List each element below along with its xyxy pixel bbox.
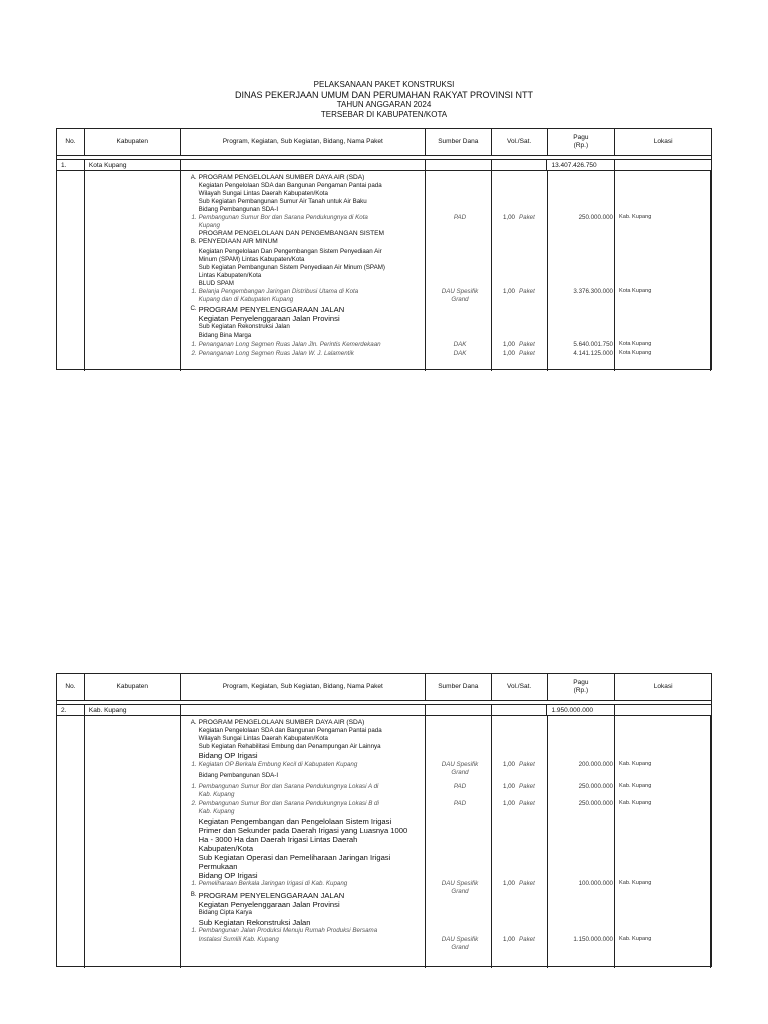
row-text: Bidang OP Irigasi <box>198 751 258 760</box>
region-no: 1. <box>57 160 85 170</box>
pagu-value: 250.000.000 <box>578 783 613 790</box>
header-agency: DINAS PEKERJAAN UMUM DAN PERUMAHAN RAKYAT PROVINSI NTT <box>234 90 534 100</box>
vol-value: 1,00 <box>502 761 515 768</box>
sat-value: Paket <box>519 288 535 295</box>
program-cell <box>181 716 426 968</box>
row-marker: 1. <box>191 880 197 887</box>
vol-value: 1,00 <box>502 350 515 357</box>
pagu-value: 5.640.001.750 <box>573 341 613 348</box>
row-marker: A. <box>190 719 197 726</box>
sumber-dana-value: Grand <box>451 769 469 776</box>
header-title: PELAKSANAAN PAKET KONSTRUKSI <box>313 80 455 89</box>
vol-value: 1,00 <box>502 936 515 943</box>
program-cell <box>181 171 426 371</box>
row-text: PENYEDIAAN AIR MINUM <box>198 238 278 245</box>
vol-value: 1,00 <box>502 783 515 790</box>
lokasi-value: Kab. Kupang <box>619 936 652 942</box>
region-no: 2. <box>57 705 85 715</box>
row-text: Kegiatan Penyelenggaraan Jalan Provinsi <box>198 314 340 323</box>
sumber-dana-value: PAD <box>453 783 467 790</box>
sumber-dana-value: PAD <box>453 800 467 807</box>
table-body <box>57 716 711 968</box>
row-marker: C. <box>190 305 197 312</box>
vol-value: 1,00 <box>502 880 515 887</box>
col-lokasi: Lokasi <box>653 683 673 690</box>
row-text: Kab. Kupang <box>198 808 235 815</box>
row-text: Sub Kegiatan Rekonstruksi Jalan <box>198 918 311 927</box>
row-text: Wilayah Sungai Lintas Daerah Kabupaten/Kota <box>198 190 328 197</box>
col-kabupaten: Kabupaten <box>85 674 181 700</box>
col-pagu <box>548 674 616 700</box>
row-text: BLUD SPAM <box>198 280 234 287</box>
row-text: Bidang Pembangunan SDA-I <box>198 206 279 213</box>
row-text: Bidang Cipta Karya <box>198 909 252 916</box>
row-text: Sub Kegiatan Rehabilitasi Embung dan Penampungan Air Lainnya <box>198 743 381 750</box>
col-vol: Vol./Sat. <box>492 674 548 700</box>
col-sumber-dana: Sumber Dana <box>426 129 492 155</box>
pagu-value: 3.376.300.000 <box>573 288 613 295</box>
row-marker: 2. <box>191 800 197 807</box>
row-marker: 1. <box>191 927 197 934</box>
col-vol: Vol./Sat. <box>492 129 548 155</box>
row-text: Pembangunan Jalan Produksi Menuju Rumah Produksi Bersama <box>198 927 378 934</box>
col-pagu <box>548 129 616 155</box>
row-text: Permukaan <box>198 862 238 871</box>
col-pagu-label: Pagu <box>573 679 589 686</box>
sumber-dana-value: DAK <box>453 350 467 357</box>
lokasi-value: Kab. Kupang <box>619 783 652 789</box>
col-program: Program, Kegiatan, Sub Kegiatan, Bidang, Nama Paket <box>181 674 426 700</box>
region-total: 13.407.426.750 <box>547 160 615 170</box>
row-text: Pembangunan Sumur Bor dan Sarana Pendukungnya Lokasi B di <box>198 800 379 807</box>
row-text: Sub Kegiatan Rekonstruksi Jalan <box>198 323 290 330</box>
sat-value: Paket <box>519 800 535 807</box>
row-marker: 1. <box>191 214 197 221</box>
lokasi-value: Kab. Kupang <box>619 214 652 220</box>
row-text: Bidang OP Irigasi <box>198 871 258 880</box>
row-text: Kegiatan OP Berkala Embung Kecil di Kabupaten Kupang <box>198 761 358 768</box>
row-text: Primer dan Sekunder pada Daerah Irigasi yang Luasnya 1000 <box>198 826 408 835</box>
row-marker: 2. <box>191 350 197 357</box>
col-kabupaten: Kabupaten <box>85 129 181 155</box>
table-header <box>57 674 711 701</box>
sumber-dana-value: Grand <box>451 944 469 951</box>
sat-value: Paket <box>519 214 535 221</box>
row-text: Kegiatan Pengelolaan Dan Pengembangan Sistem Penyediaan Air <box>198 248 382 255</box>
table-body <box>57 171 711 371</box>
sat-value: Paket <box>519 936 535 943</box>
row-text: Ha - 3000 Ha dan Daerah Irigasi Lintas Daerah <box>198 835 358 844</box>
lokasi-value: Kota Kupang <box>619 350 652 356</box>
region-name: Kab. Kupang <box>85 705 181 715</box>
pagu-value: 250.000.000 <box>578 214 613 221</box>
row-text: Minum (SPAM) Lintas Kabupaten/Kota <box>198 256 305 263</box>
row-text: Kupang dan di Kabupaten Kupang <box>198 296 294 303</box>
sat-value: Paket <box>519 761 535 768</box>
row-text: Kegiatan Pengelolaan SDA dan Bangunan Pengaman Pantai pada <box>198 727 382 734</box>
sumber-dana-value: Grand <box>451 888 469 895</box>
header-scope: TERSEBAR DI KABUPATEN/KOTA <box>320 110 448 119</box>
row-text: Kegiatan Pengelolaan SDA dan Bangunan Pengaman Pantai pada <box>198 182 382 189</box>
sumber-dana-value: Grand <box>451 296 469 303</box>
row-text: Penanganan Long Segmen Ruas Jalan Jln. Perintis Kemerdekaan <box>198 341 381 348</box>
pagu-value: 100.000.000 <box>578 880 613 887</box>
row-text: Kegiatan Pengembangan dan Pengelolaan Sistem Irigasi <box>198 817 392 826</box>
sumber-dana-value: DAU Spesifik <box>441 936 479 943</box>
summary-row <box>57 159 711 171</box>
row-marker: 1. <box>191 288 197 295</box>
row-text: Pembangunan Sumur Bor dan Sarana Pendukungnya di Kota <box>198 214 368 221</box>
vol-value: 1,00 <box>502 214 515 221</box>
sumber-dana-value: DAK <box>453 341 467 348</box>
region-name: Kota Kupang <box>85 160 181 170</box>
sumber-dana-value: DAU Spesifik <box>441 761 479 768</box>
pagu-value: 4.141.125.000 <box>573 350 613 357</box>
table-kab-kupang <box>56 673 712 967</box>
row-marker: 1. <box>191 761 197 768</box>
col-program: Program, Kegiatan, Sub Kegiatan, Bidang, Nama Paket <box>181 129 426 155</box>
lokasi-value: Kab. Kupang <box>619 800 652 806</box>
summary-row <box>57 704 711 716</box>
row-marker: B. <box>190 238 197 245</box>
row-text: PROGRAM PENGELOLAAN DAN PENGEMBANGAN SISTEM <box>198 230 385 237</box>
row-text: PROGRAM PENGELOLAAN SUMBER DAYA AIR (SDA) <box>198 174 365 181</box>
vol-value: 1,00 <box>502 288 515 295</box>
row-text: Bidang Bina Marga <box>198 332 252 339</box>
sat-value: Paket <box>519 880 535 887</box>
sat-value: Paket <box>519 341 535 348</box>
row-text: Pemeliharaan Berkala Jaringan Irigasi di Kab. Kupang <box>198 880 348 887</box>
col-no: No. <box>57 129 85 155</box>
row-marker: 1. <box>191 783 197 790</box>
document-header <box>0 80 768 120</box>
table-header <box>57 129 711 156</box>
row-text: Kegiatan Penyelenggaraan Jalan Provinsi <box>198 900 340 909</box>
header-year: TAHUN ANGGARAN 2024 <box>336 100 432 109</box>
row-text: Bidang Pembangunan SDA-I <box>198 772 279 779</box>
row-text: Penanganan Long Segmen Ruas Jalan W. J. Lalamentik <box>198 350 354 357</box>
row-text: Kupang <box>198 222 220 229</box>
row-text: Kab. Kupang <box>198 791 235 798</box>
pagu-value: 200.000.000 <box>578 761 613 768</box>
row-text: Pembangunan Sumur Bor dan Sarana Pendukungnya Lokasi A di <box>198 783 379 790</box>
sat-value: Paket <box>519 783 535 790</box>
row-marker: B. <box>190 891 197 898</box>
vol-value: 1,00 <box>502 800 515 807</box>
row-text: PROGRAM PENYELENGGARAAN JALAN <box>198 305 345 314</box>
row-text: PROGRAM PENGELOLAAN SUMBER DAYA AIR (SDA) <box>198 719 365 726</box>
lokasi-value: Kab. Kupang <box>619 880 652 886</box>
vol-value: 1,00 <box>502 341 515 348</box>
row-marker: A. <box>190 174 197 181</box>
sumber-dana-value: DAU Spesifik <box>441 288 479 295</box>
table-kota-kupang <box>56 128 712 370</box>
row-text: Sub Kegiatan Pembangunan Sistem Penyediaan Air Minum (SPAM) <box>198 264 385 271</box>
lokasi-value: Kota Kupang <box>619 341 652 347</box>
row-text: Belanja Pengembangan Jaringan Distribusi Utama di Kota <box>198 288 359 295</box>
row-text: Sub Kegiatan Pembangunan Sumur Air Tanah untuk Air Baku <box>198 198 367 205</box>
col-pagu-unit: (Rp.) <box>573 687 589 694</box>
row-text: Sub Kegiatan Operasi dan Pemeliharaan Jaringan Irigasi <box>198 853 391 862</box>
pagu-value: 250.000.000 <box>578 800 613 807</box>
pagu-value: 1.150.000.000 <box>573 936 613 943</box>
row-text: PROGRAM PENYELENGGARAAN JALAN <box>198 891 345 900</box>
row-text: Instalasi Sumlili Kab. Kupang <box>198 936 279 943</box>
row-marker: 1. <box>191 341 197 348</box>
col-lokasi: Lokasi <box>653 138 673 145</box>
row-text: Wilayah Sungai Lintas Daerah Kabupaten/Kota <box>198 735 328 742</box>
lokasi-value: Kab. Kupang <box>619 761 652 767</box>
region-total: 1.950.000.000 <box>547 705 615 715</box>
col-pagu-label: Pagu <box>573 134 589 141</box>
row-text: Kabupaten/Kota <box>198 844 254 853</box>
row-text: Lintas Kabupaten/Kota <box>198 272 262 279</box>
sumber-dana-value: DAU Spesifik <box>441 880 479 887</box>
lokasi-value: Kota Kupang <box>619 288 652 294</box>
col-no: No. <box>57 674 85 700</box>
sat-value: Paket <box>519 350 535 357</box>
col-pagu-unit: (Rp.) <box>573 142 589 149</box>
col-sumber-dana: Sumber Dana <box>426 674 492 700</box>
sumber-dana-value: PAD <box>453 214 467 221</box>
